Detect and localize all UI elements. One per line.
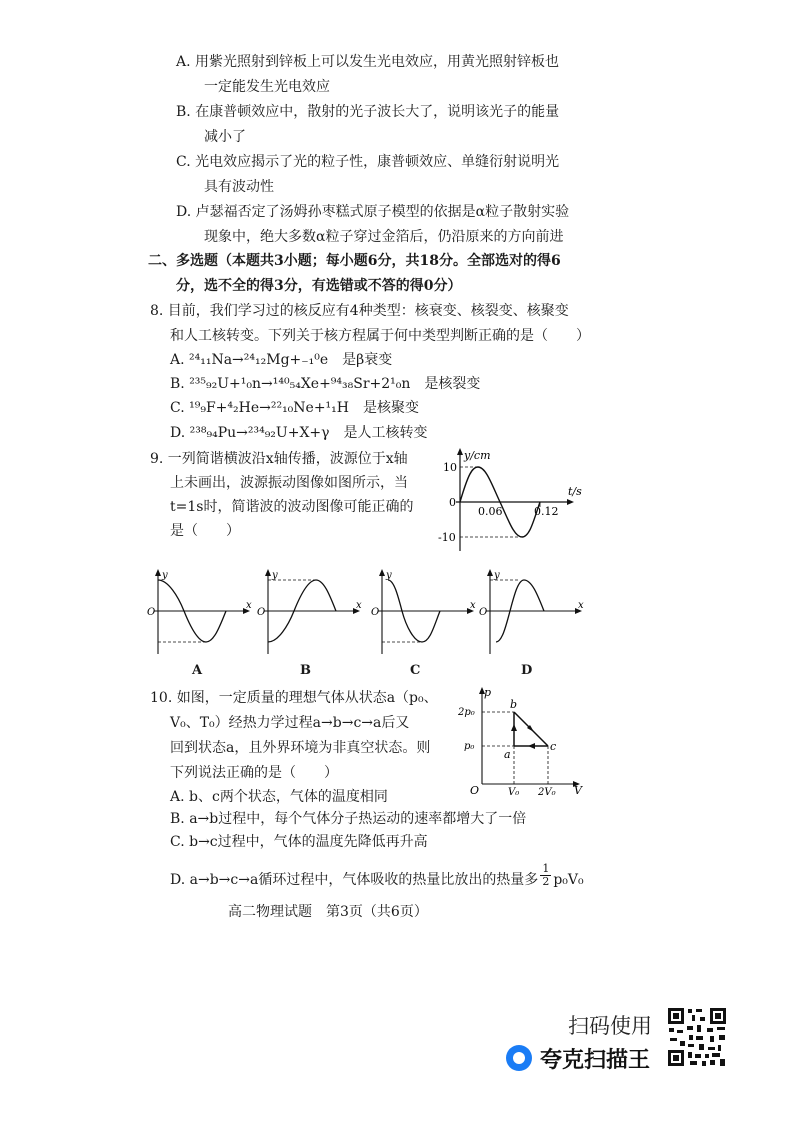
q10-option-d	[170, 862, 584, 892]
scan-prompt-text: 扫码使用	[568, 1014, 652, 1038]
section-2-header-line2: 分，选不全的得3分，有选错或不答的得0分）	[176, 278, 462, 294]
scanner-brand-name: 夸克扫描王	[540, 1047, 651, 1073]
q7-option-d-line1: D. 卢瑟福否定了汤姆孙枣糕式原子模型的依据是α粒子散射实验	[176, 204, 570, 220]
q8-option-c: C. ¹⁹₉F+⁴₂He→²²₁₀Ne+¹₁H 是核聚变	[170, 400, 419, 416]
q10-fraction-denominator: 2	[542, 875, 550, 888]
q9-graph-origin: 0	[449, 496, 456, 509]
q10-stem-line2: V₀、T₀）经热力学过程a→b→c→a后又	[170, 715, 410, 731]
q8-option-d: D. ²³⁸₉₄Pu→²³⁴₉₂U+X+γ 是人工核转变	[170, 425, 428, 441]
q7-option-b-line2: 减小了	[204, 129, 246, 145]
q10-option-a: A. b、c两个状态，气体的温度相同	[170, 789, 388, 805]
q9-opt-b-x: x	[356, 600, 362, 611]
q10-graph-v-label: V	[574, 784, 582, 796]
q10-graph-point-c: c	[550, 740, 557, 753]
q9-graph-tick-neg: -10	[438, 531, 456, 544]
q10-option-c: C. b→c过程中，气体的温度先降低再升高	[170, 834, 428, 850]
q10-graph-p-tick-1: p₀	[464, 741, 475, 752]
q10-stem-line4: 下列说法正确的是（ ）	[170, 765, 338, 781]
quark-logo-icon	[506, 1045, 532, 1071]
q10-graph-point-a: a	[504, 748, 511, 761]
q9-opt-c-x: x	[470, 600, 476, 611]
q9-option-d-label: D	[521, 663, 533, 678]
q9-option-c-label: C	[410, 663, 421, 678]
qr-code-icon[interactable]	[666, 1006, 728, 1068]
q9-vibration-graph	[430, 445, 590, 555]
q7-option-a-line2: 一定能发生光电效应	[204, 79, 330, 95]
scanner-brand	[506, 1044, 650, 1072]
q10-fraction-numerator: 1	[542, 862, 550, 875]
q9-opt-c-y: y	[386, 570, 392, 581]
q10-graph-point-b: b	[510, 698, 518, 711]
q9-graph-tick-pos: 10	[443, 461, 457, 474]
q8-option-b: B. ²³⁵₉₂U+¹₀n→¹⁴⁰₅₄Xe+⁹⁴₃₈Sr+2¹₀n 是核裂变	[170, 376, 481, 392]
q9-opt-d-origin: O	[479, 607, 488, 618]
q9-stem-line4: 是（ ）	[170, 523, 240, 539]
q9-opt-c-origin: O	[371, 607, 380, 618]
q7-option-c-line1: C. 光电效应揭示了光的粒子性，康普顿效应、单缝衍射说明光	[176, 154, 560, 170]
q9-stem-line1: 9. 一列简谐横波沿x轴传播，波源位于x轴	[150, 451, 408, 467]
q9-stem-line3: t=1s时，简谐波的波动图像可能正确的	[170, 499, 414, 515]
q10-graph-v-tick-2: 2V₀	[538, 787, 556, 796]
q10-graph-p-tick-2: 2p₀	[458, 707, 475, 718]
q10-option-d-text: D. a→b→c→a循环过程中，气体吸收的热量比放出的热量多	[170, 871, 539, 888]
q9-opt-a-y: y	[162, 570, 168, 581]
q9-graph-x-label: t/s	[568, 485, 582, 498]
q9-option-c-graph	[370, 566, 480, 656]
q7-option-a-line1: A. 用紫光照射到锌板上可以发生光电效应，用黄光照射锌板也	[176, 54, 560, 70]
q10-option-d-fraction	[540, 863, 551, 888]
q9-option-a-graph	[146, 566, 256, 656]
q10-graph-origin: O	[470, 784, 480, 796]
q10-stem-line1: 10. 如图，一定质量的理想气体从状态a（p₀、	[150, 690, 438, 706]
q10-pv-graph	[458, 684, 588, 796]
q9-option-d-graph	[478, 566, 588, 656]
q7-option-b-line1: B. 在康普顿效应中，散射的光子波长大了，说明该光子的能量	[176, 104, 560, 120]
q9-graph-tick-x2: 0.12	[534, 505, 559, 518]
q8-stem-line2: 和人工核转变。下列关于核方程属于何中类型判断正确的是（ ）	[170, 328, 590, 344]
q8-option-a: A. ²⁴₁₁Na→²⁴₁₂Mg+₋₁⁰e 是β衰变	[170, 352, 393, 368]
q9-opt-b-y: y	[272, 570, 278, 581]
q10-option-d-value: p₀V₀	[553, 871, 584, 888]
q9-option-b-graph	[256, 566, 366, 656]
q9-opt-d-x: x	[578, 600, 584, 611]
q9-opt-d-y: y	[494, 570, 500, 581]
q9-option-b-label: B	[300, 663, 311, 678]
q7-option-d-line2: 现象中，绝大多数α粒子穿过金箔后，仍沿原来的方向前进	[204, 229, 564, 245]
section-2-header-line1: 二、多选题（本题共3小题；每小题6分，共18分。全部选对的得6	[148, 253, 561, 269]
q10-graph-v-tick-1: V₀	[508, 787, 520, 796]
q10-option-b: B. a→b过程中，每个气体分子热运动的速率都增大了一倍	[170, 811, 527, 827]
q9-opt-a-origin: O	[147, 607, 156, 618]
page-footer: 高二物理试题 第3页（共6页）	[228, 904, 428, 920]
q9-opt-b-origin: O	[257, 607, 266, 618]
q7-option-c-line2: 具有波动性	[204, 179, 274, 195]
q10-graph-p-label: p	[484, 686, 492, 699]
q9-opt-a-x: x	[246, 600, 252, 611]
q10-stem-line3: 回到状态a，且外界环境为非真空状态。则	[170, 740, 431, 756]
q9-stem-line2: 上未画出，波源振动图像如图所示，当	[170, 475, 408, 491]
q9-graph-y-label: y/cm	[464, 449, 491, 462]
q8-stem-line1: 8. 目前，我们学习过的核反应有4种类型：核衰变、核裂变、核聚变	[150, 303, 569, 319]
q9-graph-tick-x1: 0.06	[478, 505, 503, 518]
q9-option-a-label: A	[192, 663, 203, 678]
